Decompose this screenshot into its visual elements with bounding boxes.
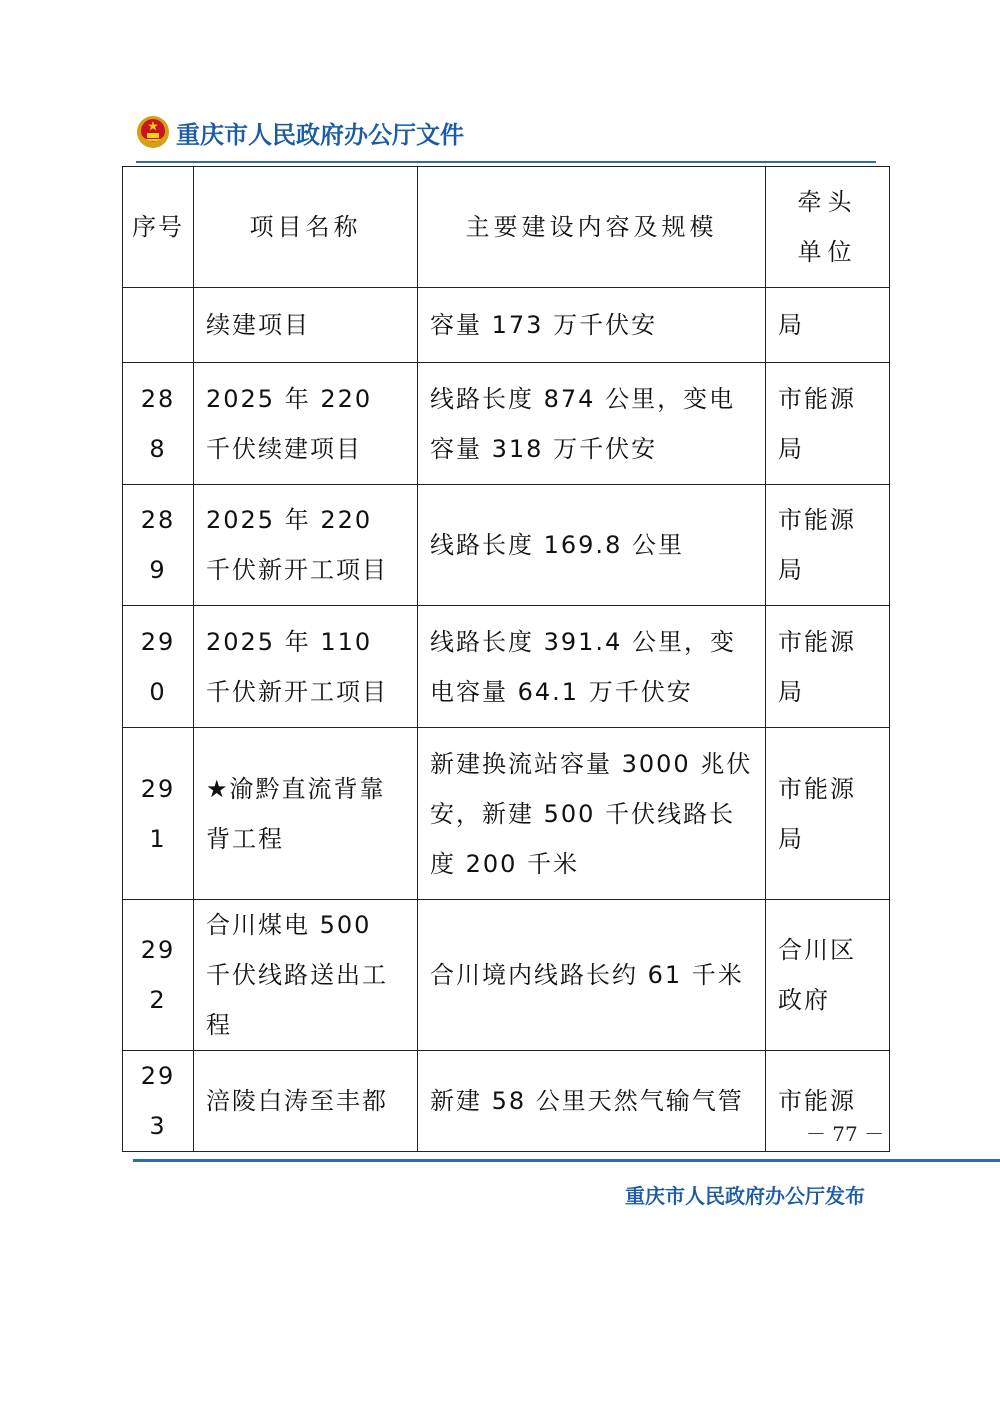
cell-unit: 合川区政府: [766, 900, 890, 1051]
table-row: [123, 606, 890, 728]
cell-name: 2025 年 220 千伏续建项目: [194, 363, 418, 485]
footer-divider: [133, 1159, 1000, 1162]
national-emblem-icon: [136, 115, 170, 149]
cell-seq: 292: [123, 900, 194, 1051]
cell-content: 新建换流站容量 3000 兆伏安，新建 500 千伏线路长度 200 千米: [418, 728, 766, 900]
header-name: 项目名称: [194, 167, 418, 288]
cell-unit: 市能源局: [766, 485, 890, 606]
table-row: [123, 288, 890, 363]
project-table: [122, 166, 890, 1152]
table-row: [123, 485, 890, 606]
cell-name: 续建项目: [194, 288, 418, 363]
header-unit: 牵头单位: [766, 167, 890, 288]
cell-unit: 市能源局: [766, 606, 890, 728]
cell-unit: 市能源局: [766, 363, 890, 485]
table-row: [123, 900, 890, 1051]
cell-seq: [123, 288, 194, 363]
table-row: [123, 363, 890, 485]
header-divider: [136, 161, 876, 163]
cell-content: 新建 58 公里天然气输气管: [418, 1051, 766, 1152]
document-header: [136, 112, 464, 152]
cell-seq: 290: [123, 606, 194, 728]
cell-unit: 市能源: [766, 1051, 890, 1152]
cell-seq: 291: [123, 728, 194, 900]
cell-content: 线路长度 391.4 公里，变电容量 64.1 万千伏安: [418, 606, 766, 728]
cell-seq: 293: [123, 1051, 194, 1152]
header-content: 主要建设内容及规模: [418, 167, 766, 288]
cell-content: 线路长度 874 公里，变电容量 318 万千伏安: [418, 363, 766, 485]
cell-name: 涪陵白涛至丰都: [194, 1051, 418, 1152]
cell-content: 合川境内线路长约 61 千米: [418, 900, 766, 1051]
cell-content: 容量 173 万千伏安: [418, 288, 766, 363]
header-seq: 序号: [123, 167, 194, 288]
cell-name: 2025 年 220 千伏新开工项目: [194, 485, 418, 606]
table-row: [123, 728, 890, 900]
document-header-title: 重庆市人民政府办公厅文件: [176, 119, 464, 149]
table-header-row: [123, 167, 890, 288]
cell-seq: 288: [123, 363, 194, 485]
cell-name: 合川煤电 500 千伏线路送出工程: [194, 900, 418, 1051]
table-row: [123, 1051, 890, 1152]
cell-unit: 局: [766, 288, 890, 363]
page-number: － 77 －: [805, 1122, 885, 1146]
cell-name: ★渝黔直流背靠背工程: [194, 728, 418, 900]
cell-content: 线路长度 169.8 公里: [418, 485, 766, 606]
cell-seq: 289: [123, 485, 194, 606]
cell-name: 2025 年 110 千伏新开工项目: [194, 606, 418, 728]
cell-unit: 市能源局: [766, 728, 890, 900]
publisher-line: 重庆市人民政府办公厅发布: [625, 1184, 865, 1208]
